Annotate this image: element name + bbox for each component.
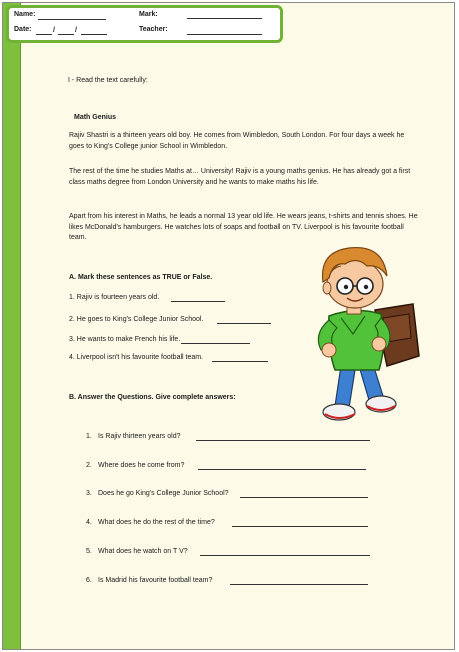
- true-false-item: 3. He wants to make French his life.: [69, 336, 181, 343]
- answer-line[interactable]: [230, 584, 368, 585]
- date-day-field[interactable]: [36, 34, 52, 35]
- mark-field[interactable]: [187, 18, 262, 19]
- answer-line[interactable]: [181, 343, 250, 344]
- date-year-field[interactable]: [81, 34, 107, 35]
- answer-line[interactable]: [212, 361, 268, 362]
- question-number: 6.: [86, 577, 92, 584]
- question-text: Is Madrid his favourite football team?: [98, 577, 213, 584]
- answer-line[interactable]: [217, 323, 271, 324]
- answer-line[interactable]: [171, 301, 225, 302]
- mark-label: Mark:: [139, 11, 158, 18]
- name-label: Name:: [14, 11, 36, 18]
- answer-line[interactable]: [198, 469, 366, 470]
- question-number: 5.: [86, 548, 92, 555]
- question-text: Does he go King's College Junior School?: [98, 490, 229, 497]
- section-a-heading: A. Mark these sentences as TRUE or False.: [69, 274, 213, 281]
- reading-paragraph-3: Apart from his interest in Maths, he leads a normal 13 year old life. He wears jeans, t-shirts and tennis shoes. He likes McDonald's hamburgers. He watches lots of soaps and football on TV. Liverpool is his favourite football team.: [69, 213, 418, 241]
- reading-title: Math Genius: [74, 114, 117, 121]
- true-false-item: 2. He goes to King's College Junior School.: [69, 316, 204, 323]
- question-text: What does he watch on T V?: [98, 548, 188, 555]
- answer-line[interactable]: [196, 440, 370, 441]
- question-text: Where does he come from?: [98, 462, 185, 469]
- reading-paragraph-2: The rest of the time he studies Maths at… University! Rajiv is a young maths genius. He has already got a first class maths degree from London University and he wants to make maths his life.: [69, 168, 411, 186]
- date-label: Date:: [14, 26, 32, 33]
- true-false-item: 1. Rajiv is fourteen years old.: [69, 294, 160, 301]
- left-margin-bar: [3, 3, 21, 649]
- answer-line[interactable]: [232, 526, 368, 527]
- question-number: 4.: [86, 519, 92, 526]
- instruction-text: I - Read the text carefully:: [68, 77, 148, 84]
- name-field[interactable]: [38, 19, 106, 20]
- question-number: 1.: [86, 433, 92, 440]
- teacher-field[interactable]: [187, 34, 262, 35]
- question-text: Is Rajiv thirteen years old?: [98, 433, 181, 440]
- true-false-item: 4. Liverpool isn't his favourite football team.: [69, 354, 204, 361]
- question-number: 2.: [86, 462, 92, 469]
- reading-paragraph-1: Rajiv Shastri is a thirteen years old boy. He comes from Wimbledon, South London. For four days a week he goes to King's College junior School in Wimbledon.: [69, 132, 405, 150]
- section-b-heading: B. Answer the Questions. Give complete answers:: [69, 394, 236, 401]
- cartoon-boy-illustration: [283, 238, 433, 426]
- answer-line[interactable]: [240, 497, 368, 498]
- answer-line[interactable]: [200, 555, 370, 556]
- teacher-label: Teacher:: [139, 26, 168, 33]
- date-month-field[interactable]: [58, 34, 74, 35]
- question-text: What does he do the rest of the time?: [98, 519, 215, 526]
- question-number: 3.: [86, 490, 92, 497]
